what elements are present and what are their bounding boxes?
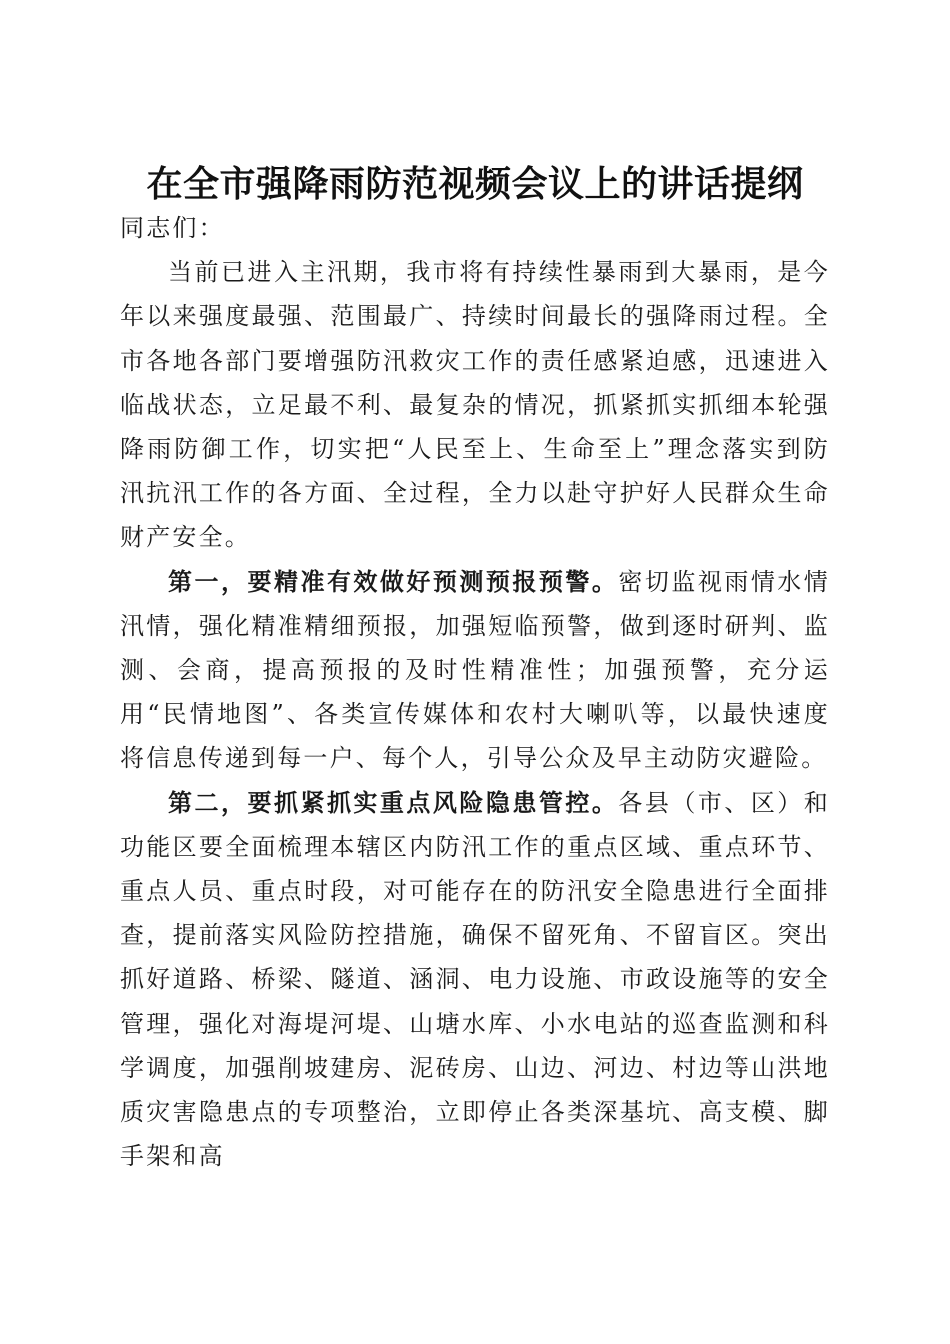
paragraph-second-point-text: 各县（市、区）和功能区要全面梳理本辖区内防汛工作的重点区域、重点环节、重点人员、重点时段，对可能存在的防汛安全隐患进行全面排查，提前落实风险防控措施，确保不留死角、不留盲区。突出抓好道路、桥梁、隧道、涵洞、电力设施、市政设施等的安全管理，强化对海堤河堤、山塘水库、小水电站的巡查监测和科学调度，加强削坡建房、泥砖房、山边、河边、村边等山洪地质灾害隐患点的专项整治，立即停止各类深基坑、高支模、脚手架和高	[120, 788, 830, 1171]
paragraph-first-point-text: 密切监视雨情水情汛情，强化精准精细预报，加强短临预警，做到逐时研判、监测、会商，提高预报的及时性精准性；加强预警，充分运用“民情地图”、各类宣传媒体和农村大喇叭等，以最快速度将信息传递到每一户、每个人，引导公众及早主动防灾避险。	[120, 567, 830, 773]
paragraph-intro	[120, 250, 830, 559]
document-body	[120, 206, 830, 1178]
paragraph-second-point-heading: 第二，要抓紧抓实重点风险隐患管控。	[168, 787, 619, 817]
document-title: 在全市强降雨防范视频会议上的讲话提纲	[146, 163, 804, 206]
salutation: 同志们：	[120, 214, 225, 242]
paragraph-second-point	[120, 781, 830, 1179]
paragraph-intro-text: 当前已进入主汛期，我市将有持续性暴雨到大暴雨，是今年以来强度最强、范围最广、持续时间最长的强降雨过程。全市各地各部门要增强防汛救灾工作的责任感紧迫感，迅速进入临战状态，立足最不利、最复杂的情况，抓紧抓实抓细本轮强降雨防御工作，切实把“人民至上、生命至上”理念落实到防汛抗汛工作的各方面、全过程，全力以赴守护好人民群众生命财产安全。	[120, 258, 830, 552]
paragraph-first-point	[120, 560, 830, 781]
paragraph-first-point-heading: 第一，要精准有效做好预测预报预警。	[168, 566, 619, 596]
